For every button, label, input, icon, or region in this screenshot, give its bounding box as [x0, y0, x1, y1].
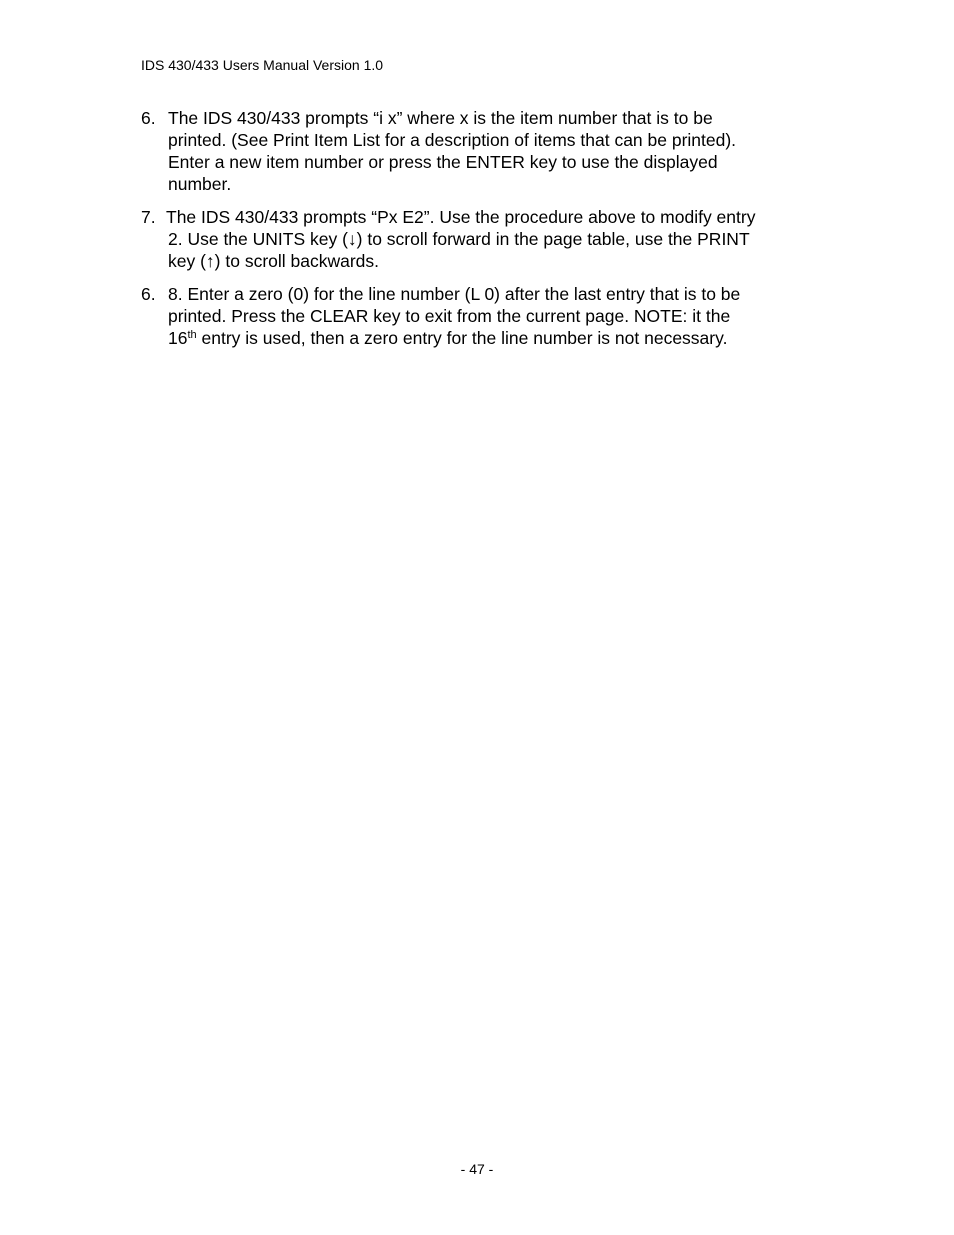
list-item-line: The IDS 430/433 prompts “Px E2”. Use the procedure above to modify entry — [166, 207, 756, 227]
ordinal-suffix: th — [187, 329, 197, 341]
list-item — [141, 206, 821, 272]
list-item-line: printed. Press the CLEAR key to exit from the current page. NOTE: it the — [168, 306, 731, 326]
list-item — [141, 107, 821, 195]
list-item-line-last — [168, 327, 821, 349]
list-item-line: printed. (See Print Item List for a description of items that can be printed). — [168, 130, 737, 150]
list-item-number: 7. — [141, 207, 156, 227]
list-item-line: key (↑) to scroll backwards. — [168, 251, 380, 271]
running-header: IDS 430/433 Users Manual Version 1.0 — [141, 57, 384, 73]
numbered-list — [141, 107, 821, 360]
list-item-line: Enter a new item number or press the ENTER key to use the displayed — [168, 152, 718, 172]
ordinal-number: 16 — [168, 328, 188, 348]
list-item-line: 2. Use the UNITS key (↓) to scroll forward in the page table, use the PRINT — [168, 229, 750, 249]
list-item-line: The IDS 430/433 prompts “i x” where x is the item number that is to be — [168, 108, 713, 128]
list-item-number: 6. — [141, 108, 156, 128]
list-item — [141, 283, 821, 349]
list-item-line: number. — [168, 174, 232, 194]
list-item-number: 6. — [141, 284, 156, 304]
list-item-line: 8. Enter a zero (0) for the line number (L 0) after the last entry that is to be — [168, 284, 741, 304]
page-number: - 47 - — [460, 1161, 494, 1177]
line-remainder: entry is used, then a zero entry for the line number is not necessary. — [196, 328, 728, 348]
